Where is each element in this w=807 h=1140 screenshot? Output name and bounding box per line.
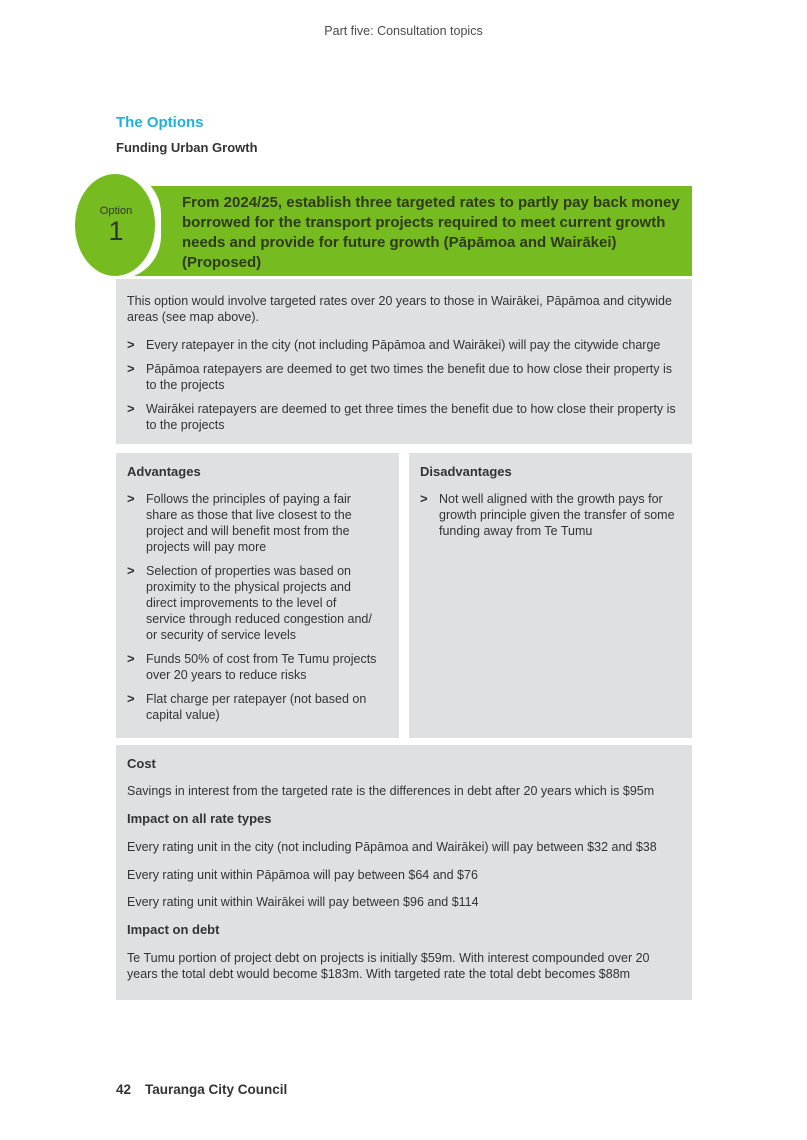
advantages-heading: Advantages bbox=[127, 464, 201, 479]
chevron-right-icon: > bbox=[127, 651, 135, 666]
section-subtitle: Funding Urban Growth bbox=[116, 140, 258, 155]
chevron-right-icon: > bbox=[127, 691, 135, 706]
impact-papamoa: Every rating unit within Pāpāmoa will pay between $64 and $76 bbox=[127, 868, 478, 882]
summary-bullet-list bbox=[127, 337, 683, 441]
list-item bbox=[127, 563, 377, 643]
list-item bbox=[127, 491, 377, 555]
disadvantages-list bbox=[420, 491, 675, 547]
impact-city: Every rating unit in the city (not including Pāpāmoa and Wairākei) will pay between $32 and $38 bbox=[127, 840, 657, 854]
list-item-text: Funds 50% of cost from Te Tumu projects over 20 years to reduce risks bbox=[146, 652, 377, 682]
list-item bbox=[127, 401, 683, 433]
list-item-text: Follows the principles of paying a fair share as those that live closest to the project and will benefit most from the projects will pay more bbox=[146, 492, 352, 554]
chevron-right-icon: > bbox=[127, 337, 135, 352]
running-head: Part five: Consultation topics bbox=[324, 24, 483, 38]
page-footer bbox=[116, 1082, 287, 1097]
cost-panel bbox=[116, 745, 692, 1000]
list-item bbox=[127, 651, 377, 683]
list-item bbox=[420, 491, 675, 539]
list-item-text: Flat charge per ratepayer (not based on capital value) bbox=[146, 692, 367, 722]
impact-wairakei: Every rating unit within Wairākei will pay between $96 and $114 bbox=[127, 895, 479, 909]
cost-savings: Savings in interest from the targeted rate is the differences in debt after 20 years which is $95m bbox=[127, 784, 655, 798]
list-item bbox=[127, 361, 683, 393]
option-summary-panel bbox=[116, 279, 692, 444]
list-item bbox=[127, 337, 683, 353]
chevron-right-icon: > bbox=[127, 401, 135, 416]
advantages-panel bbox=[116, 453, 399, 738]
page-number: 42 bbox=[116, 1082, 132, 1097]
option-number: 1 bbox=[108, 216, 124, 246]
option-label: Option bbox=[99, 205, 133, 217]
list-item-text: Pāpāmoa ratepayers are deemed to get two times the benefit due to how close their property is to the projects bbox=[146, 362, 672, 392]
impact-debt: Te Tumu portion of project debt on projects is initially $59m. With interest compounded over 20 years the total debt would become $183m. With targeted rate the total debt becomes $88m bbox=[127, 951, 650, 981]
option-intro: This option would involve targeted rates over 20 years to those in Wairākei, Pāpāmoa and citywide areas (see map above). bbox=[127, 294, 672, 324]
cost-heading: Cost bbox=[127, 756, 156, 771]
list-item-text: Wairākei ratepayers are deemed to get three times the benefit due to how close their property is to the projects bbox=[146, 402, 676, 432]
impact-debt-heading: Impact on debt bbox=[127, 922, 220, 937]
list-item-text: Not well aligned with the growth pays for growth principle given the transfer of some funding away from Te Tumu bbox=[439, 492, 675, 538]
disadvantages-panel bbox=[409, 453, 692, 738]
list-item-text: Every ratepayer in the city (not including Pāpāmoa and Wairākei) will pay the citywide charge bbox=[146, 338, 661, 352]
advantages-list bbox=[127, 491, 377, 731]
section-title: The Options bbox=[116, 114, 204, 131]
list-item-text: Selection of properties was based on proximity to the physical projects and direct improvements to the level of service through reduced congestion and/ or security of service levels bbox=[146, 564, 372, 642]
chevron-right-icon: > bbox=[127, 491, 135, 506]
chevron-right-icon: > bbox=[127, 563, 135, 578]
list-item bbox=[127, 691, 377, 723]
chevron-right-icon: > bbox=[127, 361, 135, 376]
organisation-name: Tauranga City Council bbox=[145, 1082, 288, 1097]
disadvantages-heading: Disadvantages bbox=[420, 464, 512, 479]
option-heading: From 2024/25, establish three targeted rates to partly pay back money borrowed for the transport projects required to meet current growth needs and provide for future growth (Pāpāmoa and Wairākei) (Proposed) bbox=[182, 194, 680, 271]
chevron-right-icon: > bbox=[420, 491, 428, 506]
impact-rates-heading: Impact on all rate types bbox=[127, 811, 272, 826]
